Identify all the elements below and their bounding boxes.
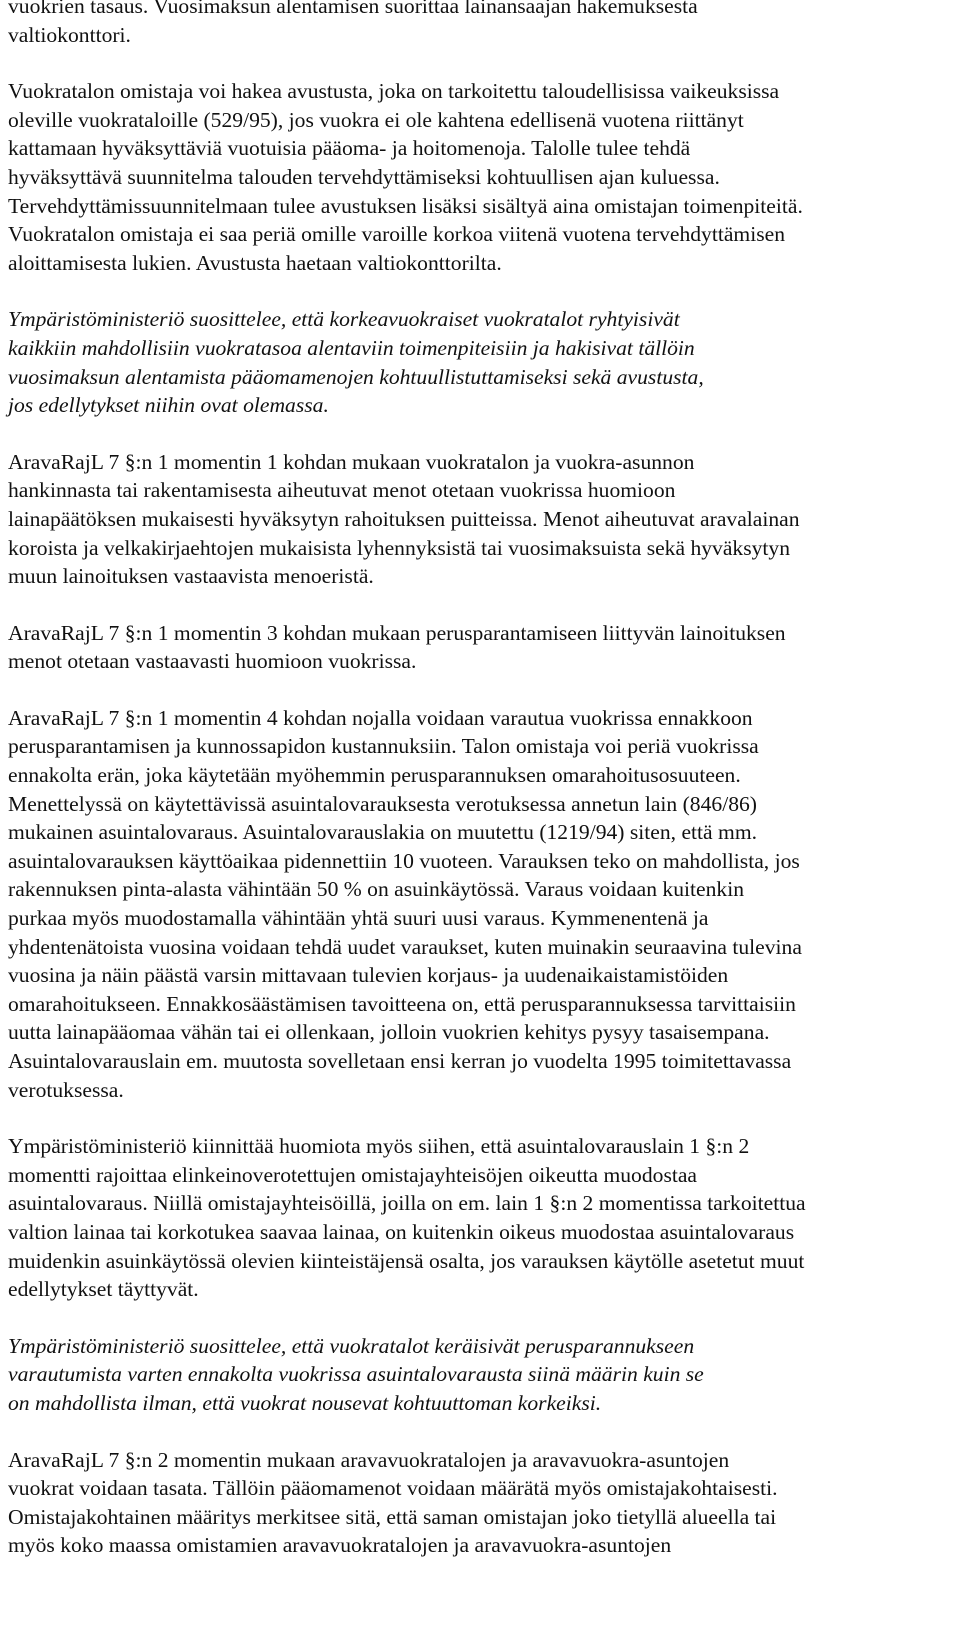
body-paragraph xyxy=(8,0,952,49)
text-line: ennakolta erän, joka käytetään myöhemmin perusparannuksen omarahoitusosuuteen. xyxy=(8,763,741,788)
text-line: vuokrien tasaus. Vuosimaksun alentamisen suorittaa lainansaajan hakemuksesta xyxy=(8,0,698,18)
text-line: Vuokratalon omistaja ei saa periä omille varoille korkoa viitenä vuotena tervehdyttämisen xyxy=(8,222,786,247)
text-line: vuosimaksun alentamista pääomamenojen kohtuullistuttamiseksi sekä avustusta, xyxy=(8,364,704,389)
body-paragraph xyxy=(8,619,952,676)
text-line: hyväksyttävä suunnitelma talouden tervehdyttämiseksi kohtuullisen ajan kuluessa. xyxy=(8,164,720,189)
text-line: oleville vuokrataloille (529/95), jos vuokra ei ole kahtena edellisenä vuotena riittänyt xyxy=(8,107,744,132)
text-line: momentti rajoittaa elinkeinoverotettujen omistajayhteisöjen oikeutta muodostaa xyxy=(8,1162,698,1187)
text-line: asuintalovarauksen käyttöaikaa pidennettiin 10 vuoteen. Varauksen teko on mahdollista, jos xyxy=(8,848,800,873)
text-line: Menettelyssä on käytettävissä asuintalovarauksesta verotuksessa annetun lain (846/86) xyxy=(8,791,757,816)
text-line: edellytykset täyttyvät. xyxy=(8,1277,199,1302)
body-paragraph xyxy=(8,704,952,1104)
recommendation-paragraph xyxy=(8,305,952,419)
text-line: varautumista varten ennakolta vuokrissa asuintalovarausta siinä määrin kuin se xyxy=(8,1362,704,1387)
text-line: jos edellytykset niihin ovat olemassa. xyxy=(8,393,329,418)
text-line: Ympäristöministeriö suosittelee, että korkeavuokraiset vuokratalot ryhtyisivät xyxy=(8,307,680,332)
text-line: lainapäätöksen mukaisesti hyväksytyn rahoituksen puitteissa. Menot aiheutuvat aravalainan xyxy=(8,506,800,531)
text-line: valtiokonttori. xyxy=(8,22,131,47)
text-line: Omistajakohtainen määritys merkitsee sitä, että saman omistajan joko tietyllä alueella tai xyxy=(8,1504,777,1529)
text-line: uutta lainapääomaa vähän tai ei ollenkaan, jolloin vuokrien kehitys pysyy tasaisempana. xyxy=(8,1020,770,1045)
text-line: AravaRajL 7 §:n 1 momentin 4 kohdan nojalla voidaan varautua vuokrissa ennakkoon xyxy=(8,705,753,730)
text-line: hankinnasta tai rakentamisesta aiheutuvat menot otetaan vuokrissa huomioon xyxy=(8,478,676,503)
text-line: Vuokratalon omistaja voi hakea avustusta, joka on tarkoitettu taloudellisissa vaikeuksissa xyxy=(8,79,780,104)
text-line: asuintalovaraus. Niillä omistajayhteisöillä, joilla on em. lain 1 §:n 2 momentissa tarkoitettua xyxy=(8,1191,806,1216)
body-paragraph xyxy=(8,448,952,591)
text-line: vuosina ja näin päästä varsin mittavaan tulevien korjaus- ja uudenaikaistamistöiden xyxy=(8,963,729,988)
document-page xyxy=(8,0,952,1588)
text-line: rakennuksen pinta-alasta vähintään 50 % on asuinkäytössä. Varaus voidaan kuitenkin xyxy=(8,877,744,902)
text-line: omarahoitukseen. Ennakkosäästämisen tavoitteena on, että perusparannuksessa tarvittaisiin xyxy=(8,991,796,1016)
text-line: Ympäristöministeriö kiinnittää huomiota myös siihen, että asuintalovarauslain 1 §:n 2 xyxy=(8,1134,750,1159)
body-paragraph xyxy=(8,1446,952,1560)
text-line: perusparantamisen ja kunnossapidon kustannuksiin. Talon omistaja voi periä vuokrissa xyxy=(8,734,759,759)
text-line: menot otetaan vastaavasti huomioon vuokrissa. xyxy=(8,649,417,674)
text-line: kattamaan hyväksyttäviä vuotuisia pääoma- ja hoitomenoja. Talolle tulee tehdä xyxy=(8,136,691,161)
text-line: muun lainoituksen vastaavista menoeristä. xyxy=(8,564,374,589)
text-line: kaikkiin mahdollisiin vuokratasoa alentaviin toimenpiteisiin ja hakisivat tällöin xyxy=(8,335,695,360)
text-line: myös koko maassa omistamien aravavuokratalojen ja aravavuokra-asuntojen xyxy=(8,1533,672,1558)
text-line: Tervehdyttämissuunnitelmaan tulee avustuksen lisäksi sisältyä aina omistajan toimenpiteitä. xyxy=(8,193,803,218)
text-line: on mahdollista ilman, että vuokrat nousevat kohtuuttoman korkeiksi. xyxy=(8,1390,602,1415)
recommendation-paragraph xyxy=(8,1332,952,1418)
text-line: Ympäristöministeriö suosittelee, että vuokratalot keräisivät perusparannukseen xyxy=(8,1333,695,1358)
text-line: vuokrat voidaan tasata. Tällöin pääomamenot voidaan määrätä myös omistajakohtaisesti. xyxy=(8,1476,778,1501)
text-line: aloittamisesta lukien. Avustusta haetaan valtiokonttorilta. xyxy=(8,250,502,275)
text-line: koroista ja velkakirjaehtojen mukaisista lyhennyksistä tai vuosimaksuista sekä hyväksytyn xyxy=(8,535,791,560)
text-line: AravaRajL 7 §:n 1 momentin 1 kohdan mukaan vuokratalon ja vuokra-asunnon xyxy=(8,449,695,474)
text-line: AravaRajL 7 §:n 1 momentin 3 kohdan mukaan perusparantamiseen liittyvän lainoituksen xyxy=(8,620,786,645)
body-paragraph xyxy=(8,77,952,277)
body-paragraph xyxy=(8,1132,952,1304)
text-line: valtion lainaa tai korkotukea saavaa lainaa, on kuitenkin oikeus muodostaa asuintalovaraus xyxy=(8,1219,795,1244)
text-line: AravaRajL 7 §:n 2 momentin mukaan aravavuokratalojen ja aravavuokra-asuntojen xyxy=(8,1447,730,1472)
text-line: yhdentenätoista vuosina voidaan tehdä uudet varaukset, kuten muinakin seuraavina tulevina xyxy=(8,934,802,959)
text-line: verotuksessa. xyxy=(8,1077,124,1102)
text-line: mukainen asuintalovaraus. Asuintalovarauslakia on muutettu (1219/94) siten, että mm. xyxy=(8,820,758,845)
text-line: muidenkin asuinkäytössä olevien kiinteistäjensä osalta, jos varauksen käytölle asetetut muut xyxy=(8,1248,805,1273)
text-line: Asuintalovarauslain em. muutosta sovelletaan ensi kerran jo vuodelta 1995 toimitettavassa xyxy=(8,1049,792,1073)
text-line: purkaa myös muodostamalla vähintään yhtä suuri uusi varaus. Kymmenentenä ja xyxy=(8,906,709,931)
